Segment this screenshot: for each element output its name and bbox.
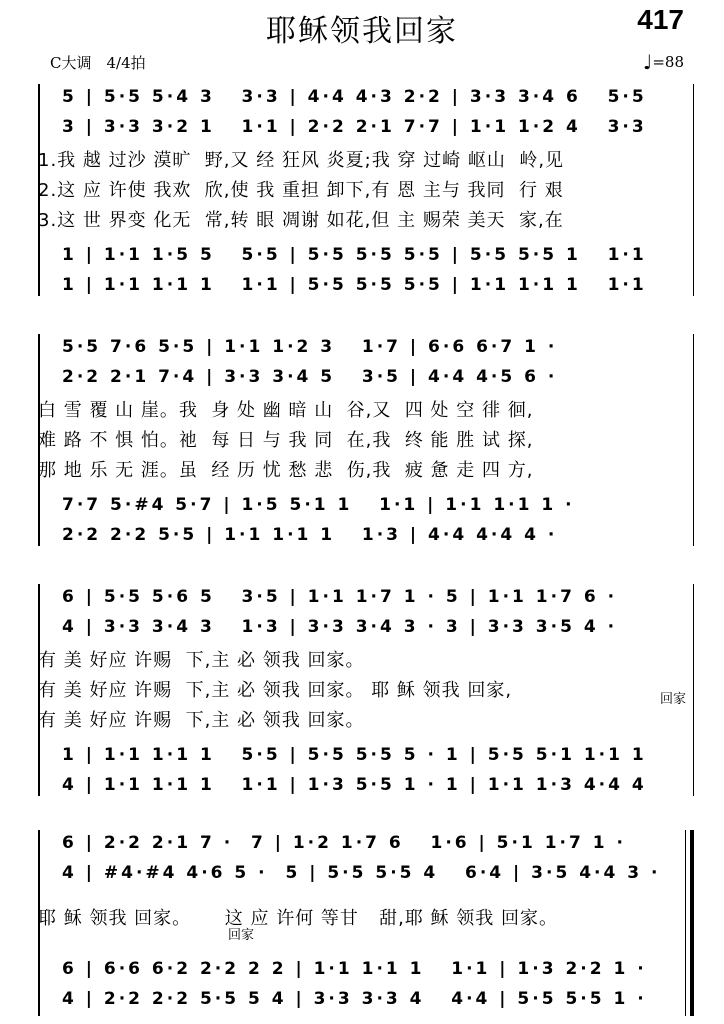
lyric-chorus: 耶 稣 领我 回家。 这 应 许何 等甘 甜,耶 稣 领我 回家。 [38,908,558,929]
tenor-line: 7·7 5·#4 5·7 | 1·5 5·1 1 1·1 | 1·1 1·1 1 · [62,495,575,515]
score-system-4 [30,826,694,1022]
soprano-line: 6 | 2·2 2·1 7 · 7 | 1·2 1·7 6 1·6 | 5·1 1·7 1 · [62,833,626,853]
tempo-value: =88 [652,53,684,71]
hymn-number: 417 [637,4,684,35]
bass-line: 4 | 1·1 1·1 1 1·1 | 1·3 5·5 1 · 1 | 1·1 1·3 4·4 4 [62,775,647,795]
tempo-marking [643,50,684,74]
score-system-3 [30,580,694,800]
tenor-line: 6 | 6·6 6·2 2·2 2 2 | 1·1 1·1 1 1·1 | 1·3 2·2 1 · [62,959,647,979]
tenor-line: 1 | 1·1 1·5 5 5·5 | 5·5 5·5 5·5 | 5·5 5·5 1 1·1 [62,245,647,265]
soprano-line: 5 | 5·5 5·4 3 3·3 | 4·4 4·3 2·2 | 3·3 3·4 6 5·5 [62,87,647,107]
lyric-verse-3: 有 美 好应 许赐 下,主 必 领我 回家。 [38,710,365,731]
lyric-verse-2: 2.这 应 许使 我欢 欣,使 我 重担 卸下,有 恩 主与 我同 行 艰 [38,180,564,201]
alto-line: 4 | #4·#4 4·6 5 · 5 | 5·5 5·5 4 6·4 | 3·5 4·4 3 · [62,863,661,883]
lyric-verse-1: 有 美 好应 许赐 下,主 必 领我 回家。 [38,650,365,671]
lyric-verse-3: 那 地 乐 无 涯。虽 经 历 忧 愁 悲 伤,我 疲 惫 走 四 方, [38,460,534,481]
bass-line: 2·2 2·2 5·5 | 1·1 1·1 1 1·3 | 4·4 4·4 4 · [62,525,558,545]
lyric-verse-3: 3.这 世 界变 化无 常,转 眼 凋谢 如花,但 主 赐荣 美天 家,在 [38,210,564,231]
soprano-line: 5·5 7·6 5·5 | 1·1 1·2 3 1·7 | 6·6 6·7 1 · [62,337,558,357]
quarter-note-icon: ♩ [642,50,653,74]
lyric-verse-2: 难 路 不 惧 怕。祂 每 日 与 我 同 在,我 终 能 胜 试 探, [38,430,534,451]
lyric-verse-1: 1.我 越 过沙 漠旷 野,又 经 狂风 炎夏;我 穿 过崎 岖山 岭,见 [38,150,565,171]
hymn-title: 耶稣领我回家 [266,14,458,49]
soprano-line: 6 | 5·5 5·6 5 3·5 | 1·1 1·7 1 · 5 | 1·1 1·7 6 · [62,587,618,607]
lyric-verse-2: 有 美 好应 许赐 下,主 必 领我 回家。 耶 稣 领我 回家, [38,680,513,701]
score-system-1 [30,80,694,300]
tenor-line: 1 | 1·1 1·1 1 5·5 | 5·5 5·5 5 · 1 | 5·5 5·1 1·1 1 [62,745,647,765]
key-and-time-signature: C大调 4/4拍 [50,54,146,72]
alto-line: 2·2 2·1 7·4 | 3·3 3·4 5 3·5 | 4·4 4·5 6 · [62,367,558,387]
bass-line: 1 | 1·1 1·1 1 1·1 | 5·5 5·5 5·5 | 1·1 1·1 1 1·1 [62,275,647,295]
lyric-verse-1: 白 雪 覆 山 崖。我 身 处 幽 暗 山 谷,又 四 处 空 徘 徊, [38,400,534,421]
alto-line: 4 | 3·3 3·4 3 1·3 | 3·3 3·4 3 · 3 | 3·3 3·5 4 · [62,617,618,637]
score-system-2 [30,330,694,550]
bass-line: 4 | 2·2 2·2 5·5 5 4 | 3·3 3·3 4 4·4 | 5·5 5·5 1 · [62,989,647,1009]
lyric-small-note: 回家 [228,928,255,943]
alto-line: 3 | 3·3 3·2 1 1·1 | 2·2 2·1 7·7 | 1·1 1·2 4 3·3 [62,117,647,137]
lyric-small-note: 回家 [659,692,686,707]
